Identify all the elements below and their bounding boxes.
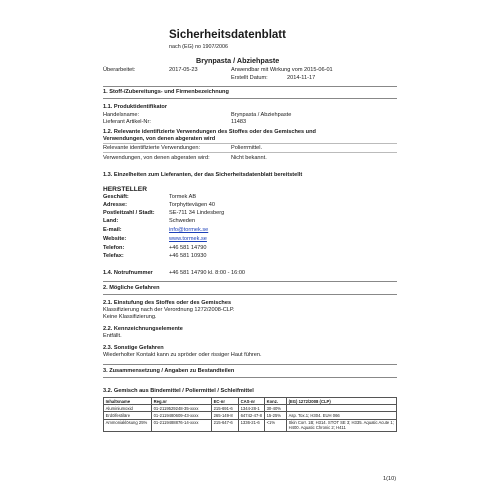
trade-name-label: Handelsname: bbox=[103, 112, 140, 118]
table-cell: Ammoniaklösung 25% bbox=[104, 419, 152, 431]
address-value: Torphyttevägen 40 bbox=[169, 202, 216, 208]
business-label: Geschäft: bbox=[103, 194, 129, 200]
regulation-reference: nach (EG) no 1907/2006 bbox=[169, 44, 229, 50]
manufacturer-heading: HERSTELLER bbox=[103, 186, 147, 193]
advised-against-value: Nicht bekannt. bbox=[231, 155, 267, 161]
country-value: Schweden bbox=[169, 218, 196, 224]
postcode-city-label: Postleitzahl / Stadt: bbox=[103, 210, 155, 216]
table-cell: 15-25% bbox=[265, 412, 287, 419]
document-title: Sicherheitsdatenblatt bbox=[169, 29, 286, 41]
email-label: E-mail: bbox=[103, 227, 122, 233]
table-cell: Asp. Tox.1; H304. EUH 066 bbox=[287, 412, 397, 419]
table-cell: 215-691-6 bbox=[212, 405, 239, 412]
revised-label: Überarbeitet: bbox=[103, 67, 136, 73]
section-1-2-heading-cont: Verwendungen, von denen abgeraten wird bbox=[103, 136, 216, 142]
trade-name-value: Brynpasta / Abziehpaste bbox=[231, 112, 292, 118]
section-2-heading: 2. Mögliche Gefahren bbox=[103, 285, 160, 291]
fax-label: Telefax: bbox=[103, 253, 124, 259]
table-cell: 265-149-8 bbox=[212, 412, 239, 419]
uses-value: Polierrmittel. bbox=[231, 145, 263, 151]
section-2-1-heading: 2.1. Einstufung des Stoffes oder des Gemisches bbox=[103, 300, 232, 306]
business-value: Tormek AB bbox=[169, 194, 197, 200]
section-1-2-heading: 1.2. Relevante identifizierte Verwendungen des Stoffes oder des Gemisches und bbox=[103, 129, 316, 135]
divider bbox=[103, 294, 397, 295]
column-header: EC-nr bbox=[212, 398, 239, 405]
divider bbox=[103, 364, 397, 365]
column-header: Konz. bbox=[265, 398, 287, 405]
valid-from: Anwendbar mit Wirkung vom 2015-06-01 bbox=[231, 67, 333, 73]
phone-value: +46 581 14790 bbox=[169, 245, 207, 251]
table-cell: Erdölfestiläre bbox=[104, 412, 152, 419]
section-1-1-heading: 1.1. Produktidentifikator bbox=[103, 104, 168, 110]
section-2-2-heading: 2.2. Kennzeichnungselemente bbox=[103, 326, 183, 332]
created-date: 2014-11-17 bbox=[287, 75, 316, 81]
table-row bbox=[104, 405, 397, 412]
website-label: Website: bbox=[103, 236, 127, 242]
column-header: (EG) 1272/2008 (CLP) bbox=[287, 398, 397, 405]
divider bbox=[103, 152, 397, 153]
phone-label: Telefon: bbox=[103, 245, 125, 251]
divider bbox=[103, 86, 397, 87]
labelling-text: Entfällt. bbox=[103, 333, 122, 339]
classification-result: Keine Klassifizierung. bbox=[103, 314, 157, 320]
country-label: Land: bbox=[103, 218, 119, 224]
page-number: 1(10) bbox=[383, 476, 397, 482]
table-cell: Aluminiumoxid bbox=[104, 405, 152, 412]
uses-label: Relevante identifizierte Verwendungen: bbox=[103, 145, 201, 151]
composition-table bbox=[103, 397, 397, 432]
column-header: Inhaltsname bbox=[104, 398, 152, 405]
table-cell: 64742-47-8 bbox=[239, 412, 265, 419]
created-label: Erstellt Datum: bbox=[231, 75, 268, 81]
divider bbox=[103, 377, 397, 378]
section-1-4-heading: 1.4. Notrufnummer bbox=[103, 270, 153, 276]
table-row bbox=[104, 419, 397, 431]
website-link[interactable]: www.tormek.se bbox=[169, 236, 207, 242]
column-header: Reg.nr bbox=[152, 398, 212, 405]
table-cell: 215-647-6 bbox=[212, 419, 239, 431]
table-cell bbox=[287, 405, 397, 412]
supplier-no-value: 11483 bbox=[231, 119, 247, 125]
section-1-heading: 1. Stoff-/Zubereitungs- und Firmenbezeichnung bbox=[103, 89, 229, 95]
classification-text: Klassifizierung nach der Verordnung 1272/2008-CLP. bbox=[103, 307, 235, 313]
email-link[interactable]: info@tormek.se bbox=[169, 227, 209, 233]
column-header: CAS-nr bbox=[239, 398, 265, 405]
supplier-no-label: Lieferant Artikel-Nr: bbox=[103, 119, 151, 125]
postcode-city-value: SE-711 34 Lindesberg bbox=[169, 210, 225, 216]
table-cell: 1336-21-6 bbox=[239, 419, 265, 431]
product-name: Brynpasta / Abziehpaste bbox=[196, 56, 280, 65]
table-cell: 01-2119529248-35-xxxx bbox=[152, 405, 212, 412]
emergency-number: +46 581 14790 kl. 8:00 - 16:00 bbox=[169, 270, 246, 276]
table-cell: 01-2119488876-14-xxxx bbox=[152, 419, 212, 431]
table-cell: 1344-28-1 bbox=[239, 405, 265, 412]
table-cell: <1% bbox=[265, 419, 287, 431]
section-1-3-heading: 1.3. Einzelheiten zum Lieferanten, der das Sicherheitsdatenblatt bereitstellt bbox=[103, 172, 303, 178]
divider bbox=[103, 98, 397, 99]
other-hazards-text: Wiederholter Kontakt kann zu spröder oder rissiger Haut führen. bbox=[103, 352, 262, 358]
divider bbox=[103, 143, 397, 144]
address-label: Adresse: bbox=[103, 202, 127, 208]
table-cell: Skin Corr. 1B; H314. STOT SE 3; H335. Aquatic Acute 1; H400. Aquatic Chronic 2; H411 bbox=[287, 419, 397, 431]
revised-date: 2017-05-23 bbox=[169, 67, 198, 73]
section-3-heading: 3. Zusammensetzung / Angaben zu Bestandteilen bbox=[103, 368, 235, 374]
section-2-3-heading: 2.3. Sonstige Gefahren bbox=[103, 345, 164, 351]
table-row bbox=[104, 412, 397, 419]
table-cell: 01-2119480609-43-xxxx bbox=[152, 412, 212, 419]
table-cell: 30-40% bbox=[265, 405, 287, 412]
section-3-2-heading: 3.2. Gemisch aus Bindemittel / Poliermittel / Schleifmittel bbox=[103, 388, 254, 394]
divider bbox=[103, 281, 397, 282]
fax-value: +46 581 10930 bbox=[169, 253, 207, 259]
table-header-row bbox=[104, 398, 397, 405]
advised-against-label: Verwendungen, von denen abgeraten wird: bbox=[103, 155, 210, 161]
